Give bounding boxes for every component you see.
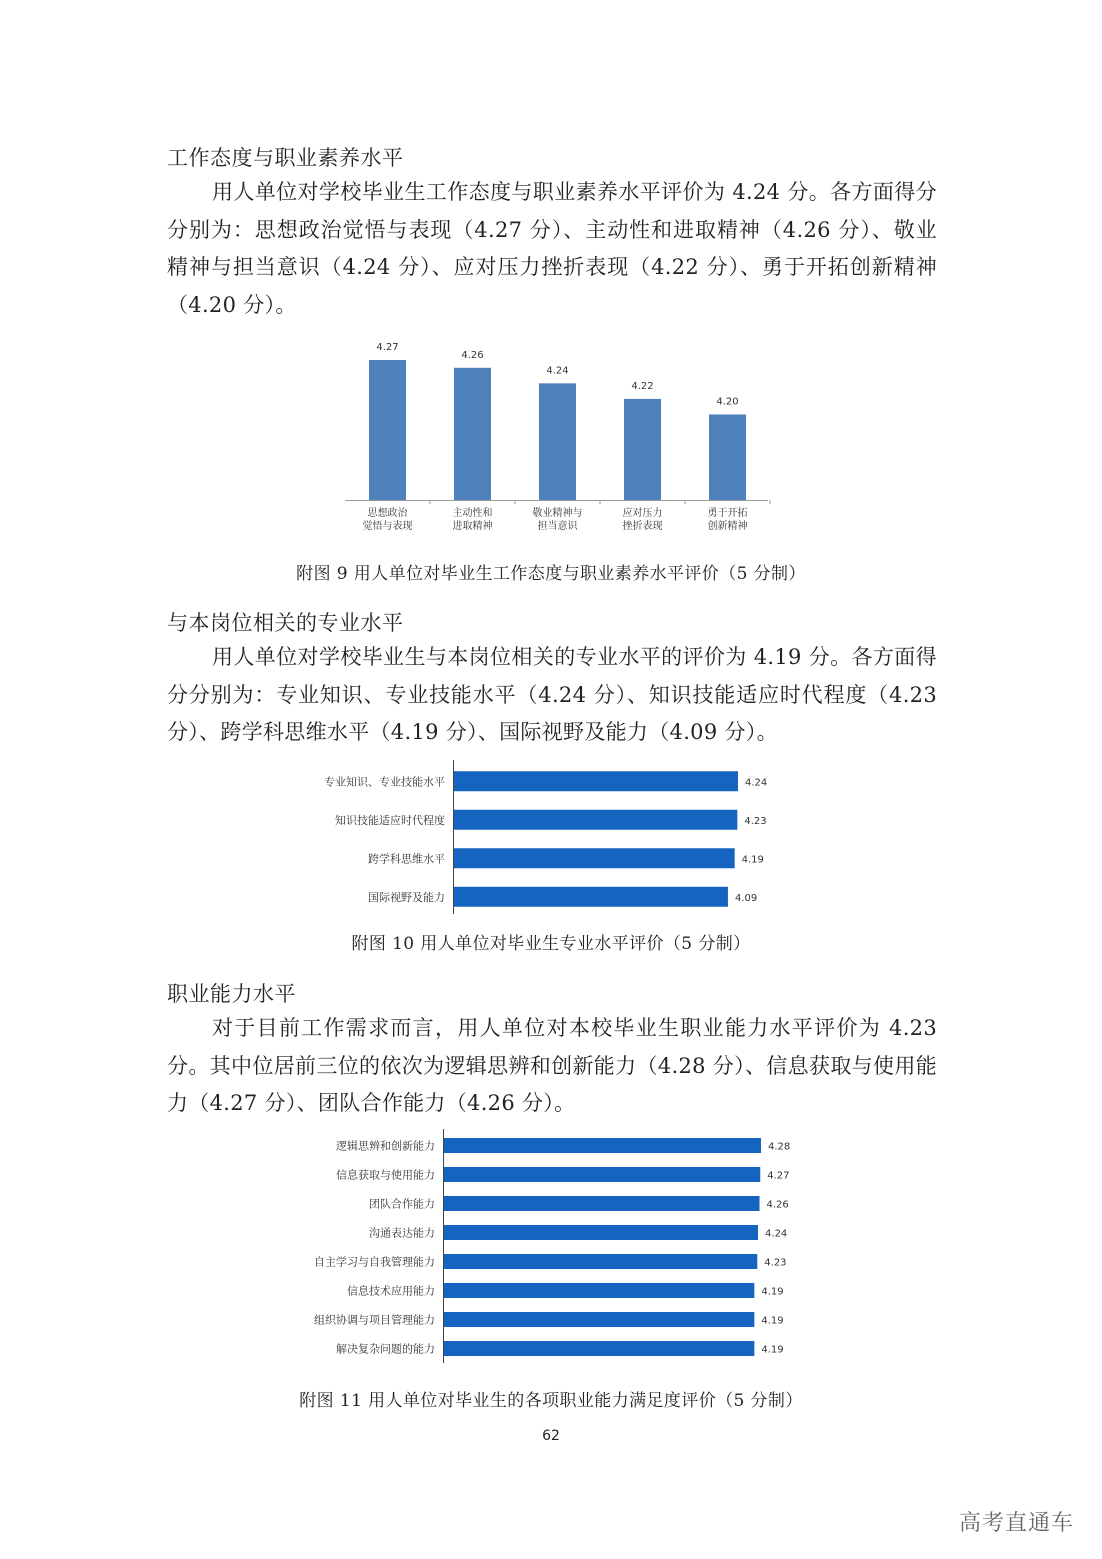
data-label: 4.24 [745, 777, 768, 789]
data-label: 4.23 [744, 815, 767, 827]
y-tick-label: 沟通表达能力 [369, 1226, 435, 1240]
data-label: 4.19 [741, 854, 764, 866]
figure-caption-10: 附图 10 用人单位对毕业生专业水平评价（5 分制） [351, 934, 751, 954]
data-label: 4.24 [546, 365, 569, 377]
bar [624, 399, 661, 500]
figure-caption-11: 附图 11 用人单位对毕业生的各项职业能力满足度评价（5 分制） [299, 1391, 803, 1411]
y-tick-label: 知识技能适应时代程度 [335, 813, 445, 827]
data-label: 4.19 [761, 1315, 784, 1327]
bar [454, 368, 491, 500]
data-label: 4.19 [761, 1344, 784, 1356]
bar [454, 771, 738, 791]
vertical-bar-chart [330, 332, 780, 542]
bar [444, 1196, 760, 1211]
chart-professional-level [300, 756, 800, 914]
data-label: 4.28 [768, 1141, 791, 1153]
bar [444, 1167, 760, 1182]
y-tick-label: 团队合作能力 [369, 1197, 435, 1211]
y-tick-label: 国际视野及能力 [368, 890, 445, 904]
data-label: 4.19 [761, 1286, 784, 1298]
x-tick-label: 勇于开拓 [707, 508, 748, 519]
figure-caption-9: 附图 9 用人单位对毕业生工作态度与职业素养水平评价（5 分制） [296, 564, 806, 584]
y-tick-label: 跨学科思维水平 [368, 852, 445, 866]
bar [444, 1283, 754, 1298]
data-label: 4.27 [376, 342, 399, 353]
x-tick-label: 挫折表现 [622, 521, 663, 532]
y-tick-label: 信息获取与使用能力 [336, 1168, 435, 1182]
chart-career-ability [290, 1128, 820, 1366]
paragraph-career-ability: 对于目前工作需求而言，用人单位对本校毕业生职业能力水平评价为 4.23 分。其中位居前三位的依次为逻辑思辨和创新能力（4.28 分）、信息获取与使用能力（4.27 分）、团队合作能力（4.26 分）。 [167, 1016, 937, 1115]
horizontal-bar-chart [300, 756, 800, 914]
x-tick-label: 主动性和 [452, 508, 493, 519]
data-label: 4.23 [764, 1257, 787, 1269]
section-heading-career-ability: 职业能力水平 [167, 982, 296, 1006]
y-tick-label: 组织协调与项目管理能力 [314, 1313, 435, 1327]
bar [444, 1312, 754, 1327]
data-label: 4.26 [461, 349, 484, 361]
x-tick-label: 应对压力 [622, 508, 663, 519]
section-heading-professional-level: 与本岗位相关的专业水平 [167, 611, 404, 635]
y-tick-label: 信息技术应用能力 [347, 1284, 435, 1298]
bar [444, 1254, 757, 1269]
data-label: 4.20 [716, 396, 739, 408]
paragraph-work-attitude: 用人单位对学校毕业生工作态度与职业素养水平评价为 4.24 分。各方面得分分别为：思想政治觉悟与表现（4.27 分）、主动性和进取精神（4.26 分）、敬业精神与担当意识（4.24 分）、应对压力挫折表现（4.22 分）、勇于开拓创新精神（4.20 分）。 [167, 180, 937, 317]
data-label: 4.22 [631, 380, 654, 392]
bar [444, 1138, 761, 1153]
x-tick-label: 思想政治 [367, 508, 408, 519]
watermark-text: 高考直通车 [958, 1511, 1074, 1536]
x-tick-label: 担当意识 [537, 521, 578, 532]
chart-work-attitude [330, 332, 780, 542]
x-tick-label: 创新精神 [707, 521, 748, 532]
bar [454, 810, 737, 830]
data-label: 4.27 [767, 1170, 790, 1182]
section-heading-work-attitude: 工作态度与职业素养水平 [167, 146, 404, 170]
bar [539, 383, 576, 500]
x-tick-label: 进取精神 [452, 521, 493, 532]
y-tick-label: 自主学习与自我管理能力 [314, 1255, 435, 1269]
bar [444, 1225, 758, 1240]
data-label: 4.24 [765, 1228, 788, 1240]
x-tick-label: 敬业精神与 [532, 508, 583, 519]
x-tick-label: 觉悟与表现 [362, 521, 413, 532]
bar [454, 887, 728, 907]
horizontal-bar-chart [290, 1128, 820, 1366]
y-tick-label: 解决复杂问题的能力 [336, 1342, 435, 1356]
data-label: 4.09 [734, 892, 758, 904]
bar [444, 1341, 754, 1356]
paragraph-professional-level: 用人单位对学校毕业生与本岗位相关的专业水平的评价为 4.19 分。各方面得分分别为：专业知识、专业技能水平（4.24 分）、知识技能适应时代程度（4.23 分）、跨学科思维水平（4.19 分）、国际视野及能力（4.09 分）。 [167, 645, 937, 744]
page-number: 62 [542, 1428, 560, 1444]
data-label: 4.26 [766, 1199, 789, 1211]
y-tick-label: 逻辑思辨和创新能力 [336, 1139, 435, 1153]
y-tick-label: 专业知识、专业技能水平 [324, 775, 445, 789]
bar [709, 414, 746, 500]
bar [454, 848, 735, 868]
bar [369, 360, 406, 500]
